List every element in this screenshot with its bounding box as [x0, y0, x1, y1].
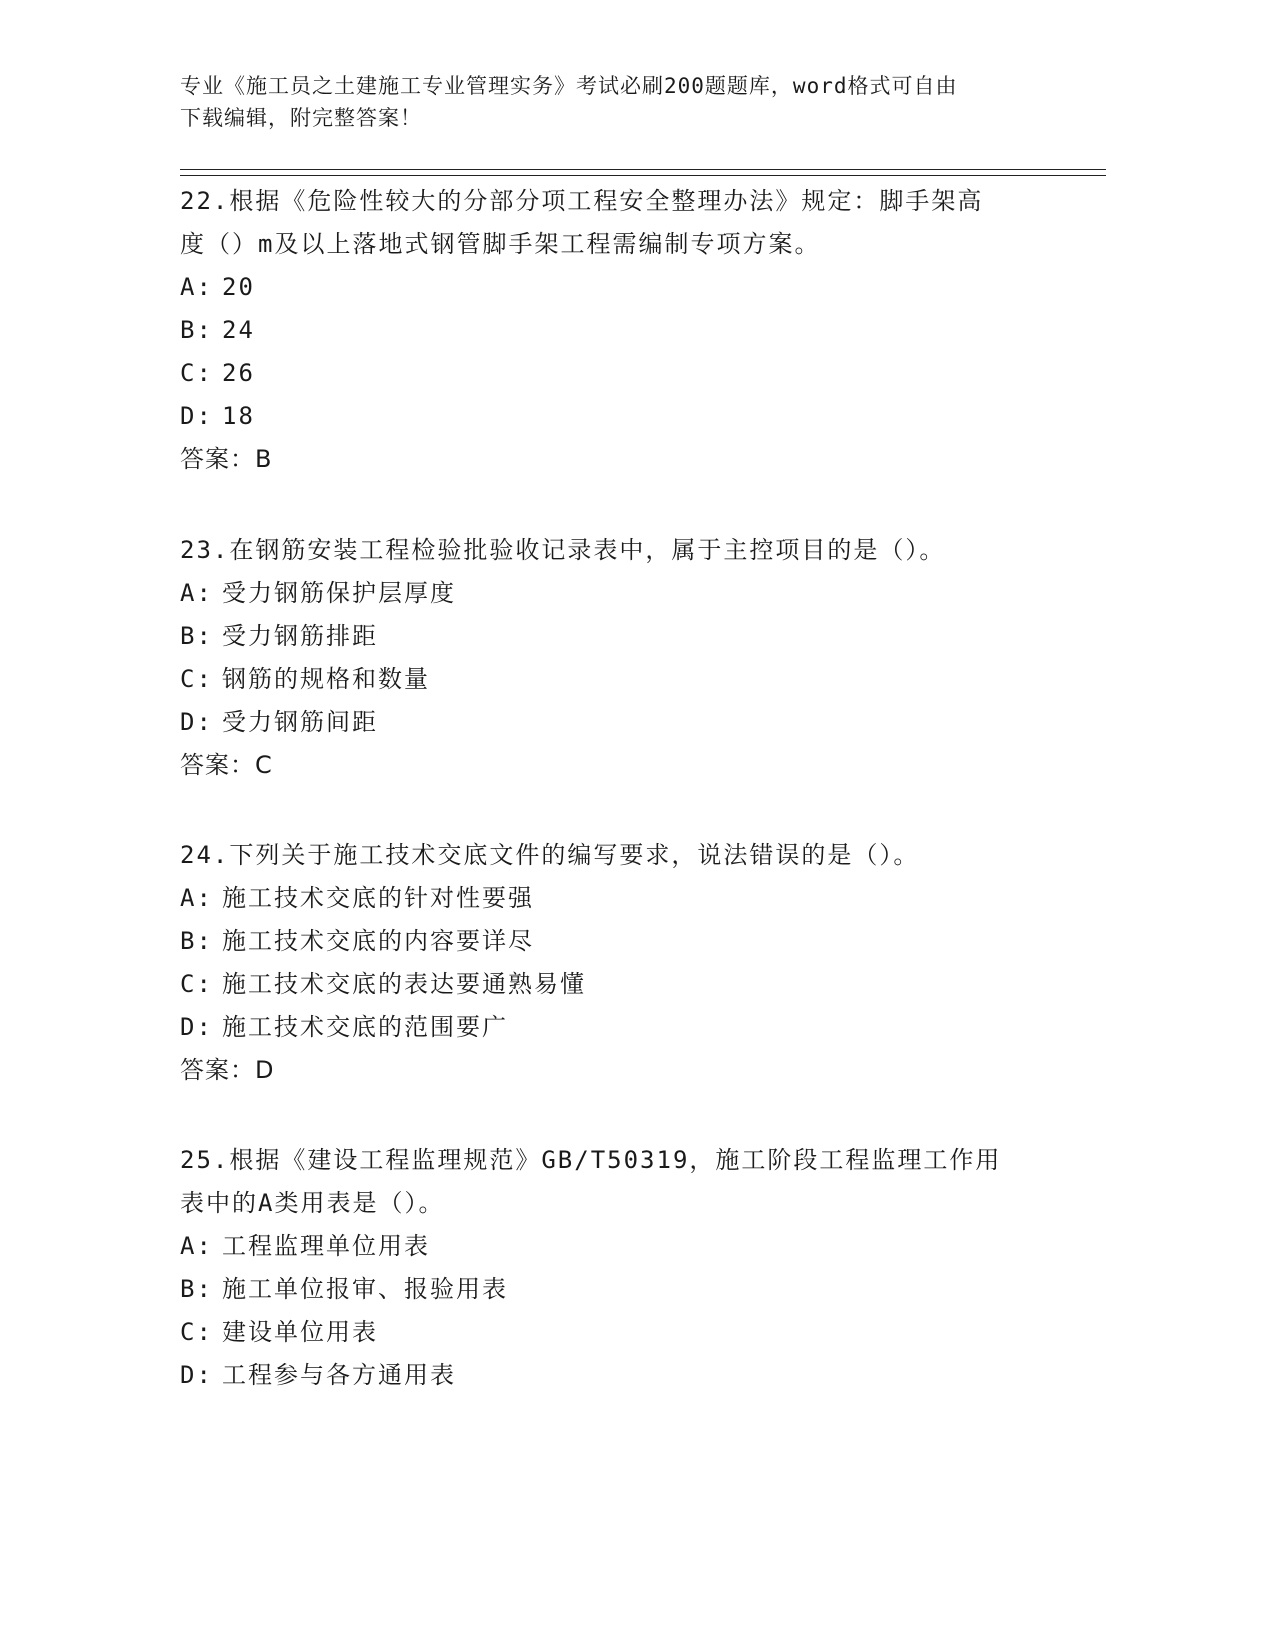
question-22	[180, 180, 1040, 481]
option-c: C: 建设单位用表	[180, 1318, 378, 1346]
header-line-1: 专业《施工员之土建施工专业管理实务》考试必刷200题题库，word格式可自由	[180, 74, 958, 98]
header-divider-bottom	[180, 175, 1106, 176]
question-stem-line: 度（）m及以上落地式钢管脚手架工程需编制专项方案。	[180, 230, 821, 258]
option-c: C: 钢筋的规格和数量	[180, 665, 430, 693]
document-header	[180, 70, 1040, 134]
option-d: D: 工程参与各方通用表	[180, 1361, 456, 1389]
option-a: A: 20	[180, 273, 255, 301]
question-23	[180, 529, 1040, 787]
answer: 答案：B	[180, 445, 273, 473]
option-b: B: 受力钢筋排距	[180, 622, 378, 650]
option-b: B: 24	[180, 316, 255, 344]
option-a: A: 受力钢筋保护层厚度	[180, 579, 456, 607]
answer: 答案：D	[180, 1056, 275, 1084]
option-b: B: 施工单位报审、报验用表	[180, 1275, 508, 1303]
question-stem-line: 23.在钢筋安装工程检验批验收记录表中，属于主控项目的是（）。	[180, 536, 946, 564]
header-line-2: 下载编辑，附完整答案！	[180, 106, 422, 130]
option-a: A: 工程监理单位用表	[180, 1232, 430, 1260]
option-c: C: 施工技术交底的表达要通熟易懂	[180, 970, 586, 998]
header-divider-top	[180, 169, 1106, 170]
question-stem-line: 24.下列关于施工技术交底文件的编写要求，说法错误的是（）。	[180, 841, 920, 869]
option-d: D: 18	[180, 402, 255, 430]
question-stem-line: 22.根据《危险性较大的分部分项工程安全整理办法》规定：脚手架高	[180, 187, 984, 215]
option-b: B: 施工技术交底的内容要详尽	[180, 927, 534, 955]
option-a: A: 施工技术交底的针对性要强	[180, 884, 534, 912]
question-25	[180, 1139, 1040, 1397]
option-d: D: 受力钢筋间距	[180, 708, 378, 736]
question-stem-line: 25.根据《建设工程监理规范》GB/T50319，施工阶段工程监理工作用	[180, 1146, 1002, 1174]
answer: 答案：C	[180, 751, 273, 779]
question-24	[180, 834, 1040, 1092]
question-stem-line: 表中的A类用表是（）。	[180, 1189, 445, 1217]
option-c: C: 26	[180, 359, 255, 387]
option-d: D: 施工技术交底的范围要广	[180, 1013, 508, 1041]
